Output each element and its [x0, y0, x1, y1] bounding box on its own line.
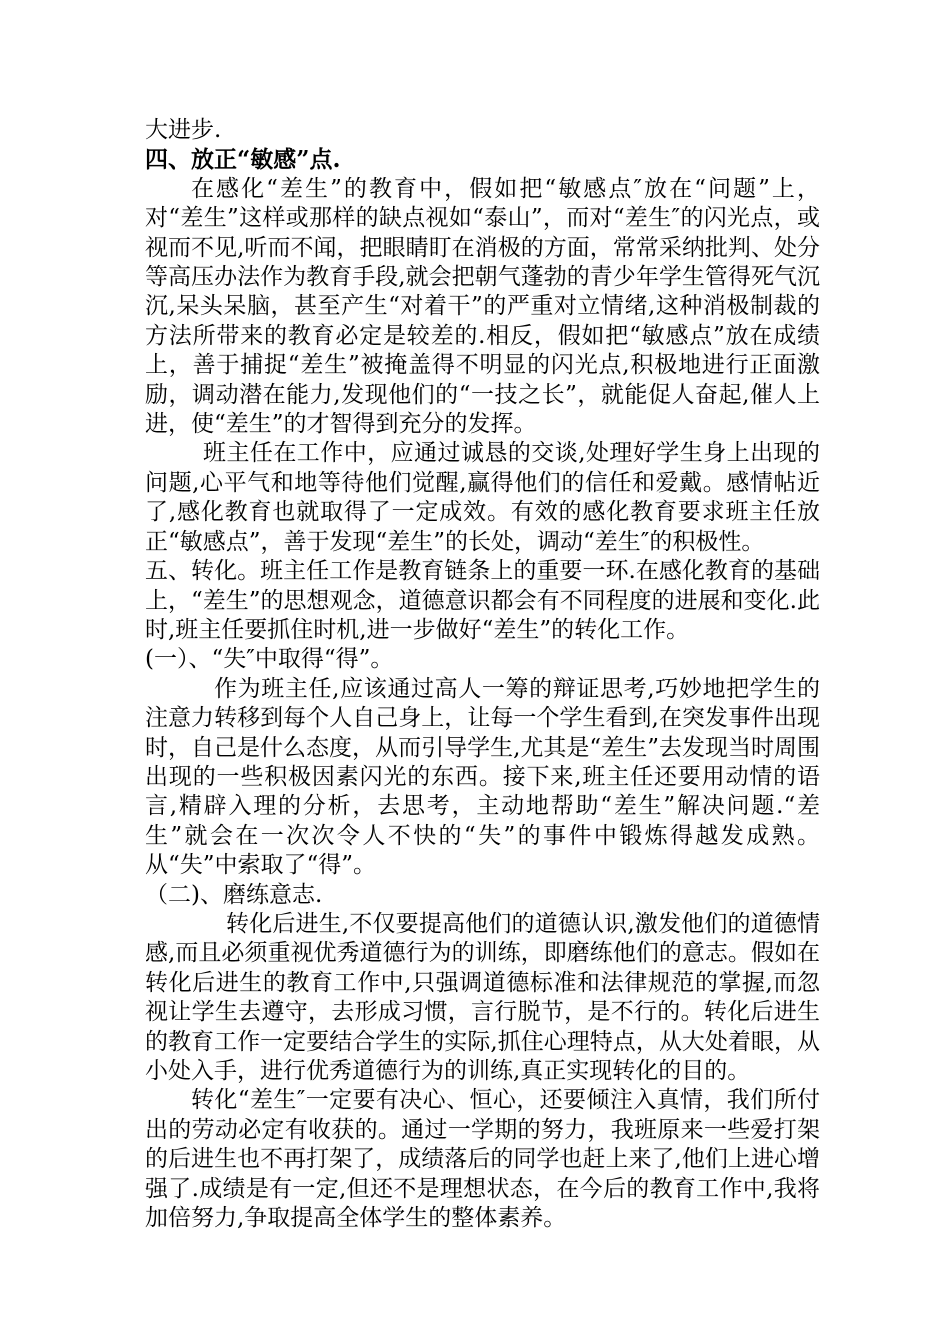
- paragraph-continuation: 大进步.: [145, 117, 222, 143]
- paragraph-willpower: 转化后进生,不仅要提高他们的道德认识,激发他们的道德情感,而且必须重视优秀道德行为的训练，即磨练他们的意志。假如在转化后进生的教育工作中,只强调道德标准和法律规范的掌握,而忽视让学生去遵守，去形成习惯，言行脱节，是不行的。转化后进生的教育工作一定要结合学生的实际,抓住心理特点，从大处着眼，从小处入手，进行优秀道德行为的训练,真正实现转化的目的。: [145, 910, 820, 1084]
- paragraph-loss-gain: 作为班主任,应该通过高人一筹的辩证思考,巧妙地把学生的注意力转移到每个人自己身上，让每一个学生看到,在突发事件出现时，自己是什么态度，从而引导学生,尤其是“差生”去发现当时周围出现的一些积极因素闪光的东西。接下来,班主任还要用动情的语言,精辟入理的分析，去思考，主动地帮助“差生”解决问题.“差生”就会在一次次令人不快的“失”的事件中锻炼得越发成熟。从“失”中索取了“得”。: [145, 675, 820, 879]
- section-heading-5: 五、转化。班主任工作是教育链条上的重要一环.在感化教育的基础上，“差生”的思想观念，道德意识都会有不同程度的进展和变化.此时,班主任要抓住时机,进一步做好“差生”的转化工作。: [145, 558, 820, 643]
- paragraph-sensitive-point: 在感化“差生”的教育中，假如把“敏感点″放在“问题”上，对“差生”这样或那样的缺点视如“泰山”，而对“差生″的闪光点，或视而不见,听而不闻，把眼睛盯在消极的方面，常常采纳批判、处分等高压办法作为教育手段,就会把朝气蓬勃的青少年学生管得死气沉沉,呆头呆脑，甚至产生“对着干”的严重对立情绪,这种消极制裁的方法所带来的教育必定是较差的.相反，假如把“敏感点”放在成绩上，善于捕捉“差生”被掩盖得不明显的闪光点,积极地进行正面激励，调动潜在能力,发现他们的“一技之长”，就能促人奋起,催人上进，使“差生”的才智得到充分的发挥。: [145, 175, 820, 438]
- sub-heading-2: （二)、磨练意志.: [145, 881, 323, 908]
- paragraph-conclusion: 转化“差生″一定要有决心、恒心，还要倾注入真情，我们所付出的劳动必定有收获的。通过一学期的努力，我班原来一些爱打架的后进生也不再打架了，成绩落后的同学也赶上来了,他们上进心增强了.成绩是有一定,但还不是理想状态，在今后的教育工作中,我将加倍努力,争取提高全体学生的整体素养。: [145, 1087, 820, 1232]
- sub-heading-1: (一）、“失″中取得“得”。: [145, 646, 394, 673]
- paragraph-head-teacher-work: 班主任在工作中，应通过诚恳的交谈,处理好学生身上出现的问题,心平气和地等待他们觉醒,赢得他们的信任和爱戴。感情帖近了,感化教育也就取得了一定成效。有效的感化教育要求班主任放正“敏感点”，善于发现“差生”的长处，调动“差生″的积极性。: [145, 440, 820, 555]
- document-page: [145, 116, 820, 1233]
- section-heading-4: 四、放正“敏感”点.: [145, 146, 341, 174]
